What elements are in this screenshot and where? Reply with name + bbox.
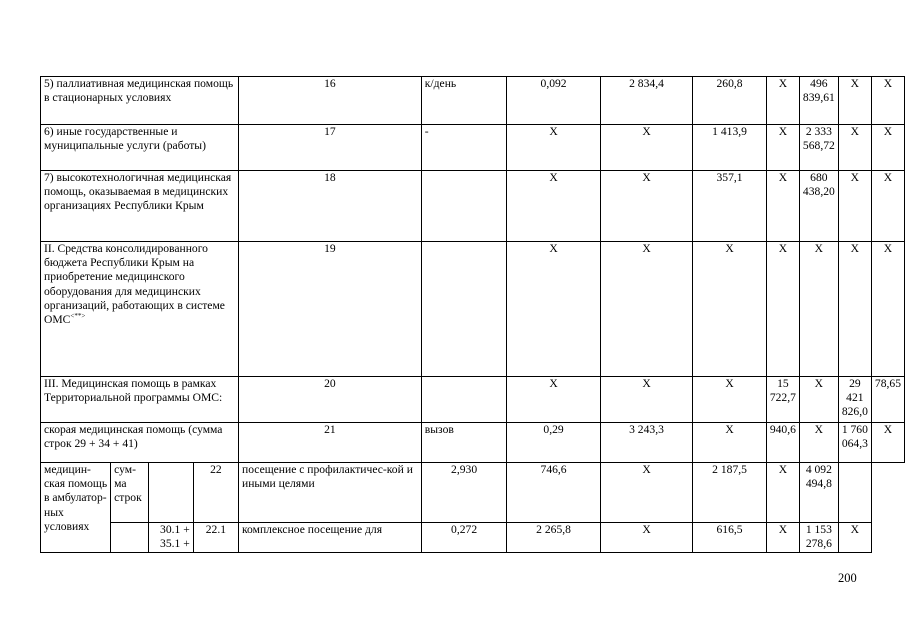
row-unit: комплексное посещение для: [239, 523, 422, 553]
row-value-1: 2,930: [421, 463, 507, 523]
sum-empty: [111, 523, 148, 553]
row-name-text: 7) высокотехнологичная медицинская помощь, оказываемая в медицинских организациях Республики Крым: [44, 171, 232, 213]
table-row: [41, 77, 905, 125]
table-row: [41, 463, 905, 523]
row-value-4: 616,5: [693, 523, 767, 553]
row-value-1: X: [507, 242, 600, 377]
row-number: 19: [239, 242, 422, 377]
row-value-6: 29 421 826,0: [838, 377, 871, 423]
row-number: 22: [193, 463, 238, 523]
row-value-4: 940,6: [766, 423, 799, 463]
row-unit: к/день: [421, 77, 507, 125]
row-name-text: II. Средства консолидированного бюджета Республики Крым на приобретение медицинского оборудования для медицинских организаций, работающих в системе ОМС: [44, 242, 225, 327]
row-number: 16: [239, 77, 422, 125]
row-value-1: X: [507, 125, 600, 171]
row-number: 18: [239, 171, 422, 242]
row-value-1: 0,272: [421, 523, 507, 553]
row-value-7: X: [871, 423, 904, 463]
row-unit: посещение с профилактичес-кой и иными целями: [239, 463, 422, 523]
row-value-2: 2 834,4: [600, 77, 693, 125]
row-name: [41, 423, 239, 463]
row-value-5: 680 438,20: [799, 171, 838, 242]
row-name-text: скорая медицинская помощь (сумма строк 29 + 34 + 41): [44, 423, 223, 451]
row-value-1: X: [507, 171, 600, 242]
row-value-4: X: [766, 242, 799, 377]
row-name: [41, 125, 239, 171]
row-unit: [421, 171, 507, 242]
row-value-4: 15 722,7: [766, 377, 799, 423]
row-value-7: X: [838, 523, 871, 553]
row-name-text: 6) иные государственные и муниципальные услуги (работы): [44, 125, 206, 153]
table-row: [41, 377, 905, 423]
row-value-3: X: [693, 242, 767, 377]
row-value-4: X: [766, 125, 799, 171]
row-value-5: X: [766, 523, 799, 553]
row-value-6: X: [838, 125, 871, 171]
row-value-2: X: [600, 242, 693, 377]
row-value-7: 78,65: [871, 377, 904, 423]
row-value-2: X: [600, 171, 693, 242]
row-ref: 30.1 + 35.1 +: [148, 523, 193, 553]
data-table: [40, 76, 905, 553]
row-value-4: X: [766, 171, 799, 242]
table-row: [41, 423, 905, 463]
row-value-7: [838, 463, 871, 523]
row-number: 21: [239, 423, 422, 463]
row-number: 22.1: [193, 523, 238, 553]
row-value-5: X: [799, 242, 838, 377]
row-value-5: 496 839,61: [799, 77, 838, 125]
row-value-3: 1 413,9: [693, 125, 767, 171]
row-value-3: X: [600, 463, 693, 523]
row-value-6: X: [838, 171, 871, 242]
row-name: [41, 377, 239, 423]
row-value-7: X: [871, 125, 904, 171]
table-row: [41, 242, 905, 377]
row-value-2: 2 265,8: [507, 523, 600, 553]
row-value-3: X: [600, 523, 693, 553]
ambulatory-label: медицин-ская помощь в амбулатор-ных условиях: [41, 463, 111, 553]
row-value-7: X: [871, 242, 904, 377]
row-name-text: 5) паллиативная медицинская помощь в стационарных условиях: [44, 77, 234, 105]
row-value-1: 0,092: [507, 77, 600, 125]
page-number: 200: [838, 571, 857, 585]
row-name-text: III. Медицинская помощь в рамках Территориальной программы ОМС:: [44, 377, 223, 405]
row-value-3: 357,1: [693, 171, 767, 242]
row-value-2: X: [600, 125, 693, 171]
row-value-4: X: [766, 77, 799, 125]
row-value-4: 2 187,5: [693, 463, 767, 523]
row-unit: вызов: [421, 423, 507, 463]
row-value-3: 260,8: [693, 77, 767, 125]
row-value-3: X: [693, 423, 767, 463]
row-value-2: 3 243,3: [600, 423, 693, 463]
row-unit: [421, 242, 507, 377]
row-value-2: 746,6: [507, 463, 600, 523]
row-value-5: X: [799, 423, 838, 463]
row-value-5: 2 333 568,72: [799, 125, 838, 171]
row-value-6: 1 153 278,6: [799, 523, 838, 553]
row-number: 17: [239, 125, 422, 171]
row-value-7: X: [871, 77, 904, 125]
row-value-5: X: [766, 463, 799, 523]
row-unit: [421, 377, 507, 423]
row-value-7: X: [871, 171, 904, 242]
sum-label: сум-ма строк: [111, 463, 148, 523]
footnote-marker: <**>: [70, 312, 86, 321]
row-value-3: X: [693, 377, 767, 423]
row-unit: -: [421, 125, 507, 171]
table-row: [41, 125, 905, 171]
row-value-6: X: [838, 77, 871, 125]
row-value-2: X: [600, 377, 693, 423]
table-row: [41, 171, 905, 242]
row-number: 20: [239, 377, 422, 423]
ref-empty: [148, 463, 193, 523]
row-value-1: 0,29: [507, 423, 600, 463]
row-value-6: 4 092 494,8: [799, 463, 838, 523]
row-value-6: X: [838, 242, 871, 377]
table-row: [41, 523, 905, 553]
row-name: [41, 242, 239, 377]
row-value-5: X: [799, 377, 838, 423]
row-value-1: X: [507, 377, 600, 423]
row-name: [41, 171, 239, 242]
row-value-6: 1 760 064,3: [838, 423, 871, 463]
row-name: [41, 77, 239, 125]
